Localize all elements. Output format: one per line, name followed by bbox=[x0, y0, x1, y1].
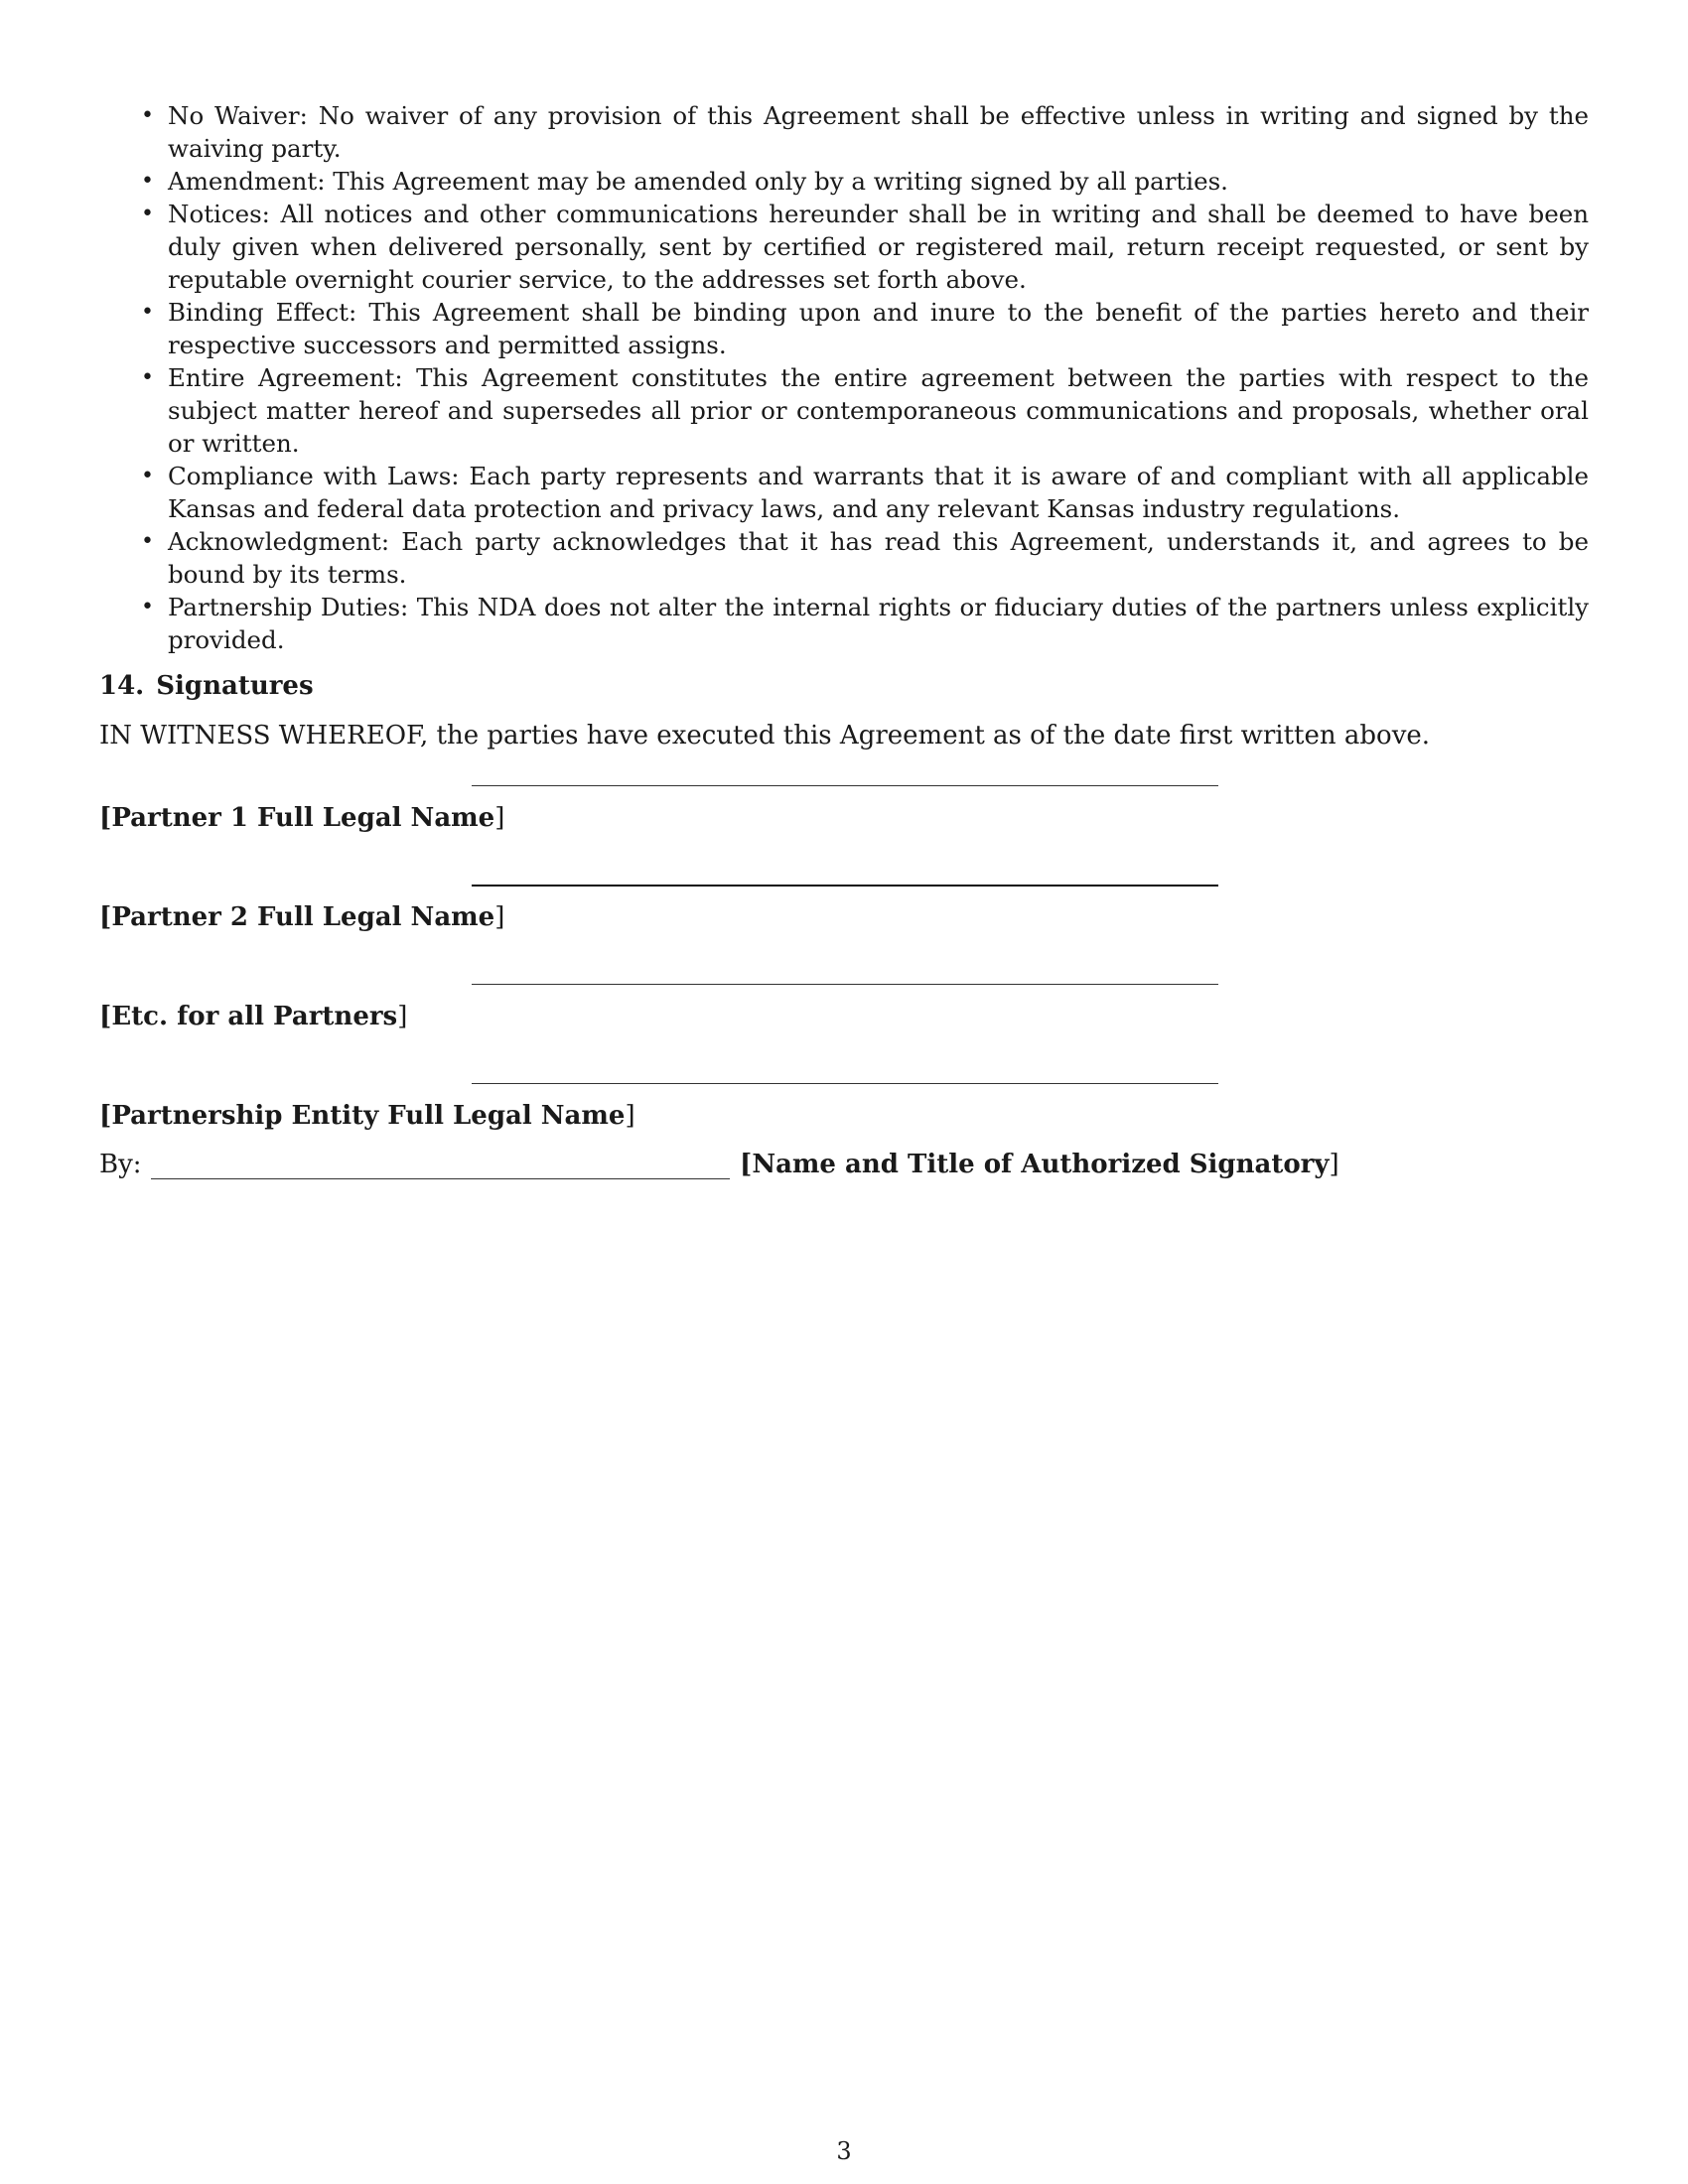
section-heading bbox=[99, 670, 1589, 703]
bullet-icon: • bbox=[141, 464, 154, 488]
by-label: By: bbox=[99, 1150, 142, 1179]
signature-block-partner-2 bbox=[99, 885, 1589, 984]
section-number: 14. bbox=[99, 671, 145, 701]
signatory-name: [Partner 2 Full Legal Name] bbox=[99, 902, 505, 932]
clause-text: Entire Agreement: This Agreement constitutes the entire agreement between the parties with respect to the subject matter hereof and supersedes all prior or contemporaneous communications and proposals, whether oral or written. bbox=[168, 363, 1589, 458]
clause-acknowledgment bbox=[99, 525, 1589, 591]
clause-compliance bbox=[99, 460, 1589, 525]
signature-line bbox=[472, 1083, 1218, 1084]
signature-block-etc-partners bbox=[99, 984, 1589, 1083]
clause-text: Acknowledgment: Each party acknowledges that it has read this Agreement, understands it, and agrees to be bound by its terms. bbox=[168, 527, 1589, 589]
bullet-icon: • bbox=[141, 169, 154, 194]
clause-amendment bbox=[99, 165, 1589, 198]
signatory-name: [Partnership Entity Full Legal Name] bbox=[99, 1101, 635, 1131]
signatory-name: [Partner 1 Full Legal Name] bbox=[99, 803, 505, 833]
signatory-name: [Etc. for all Partners] bbox=[99, 1002, 408, 1031]
signature-block-partner-1 bbox=[99, 785, 1589, 885]
signature-line bbox=[472, 984, 1218, 985]
page-content bbox=[99, 99, 1589, 1188]
clause-text: Compliance with Laws: Each party represents and warrants that it is aware of and compliant with all applicable Kansas and federal data protection and privacy laws, and any relevant Kansas industry regulations. bbox=[168, 462, 1589, 523]
signature-line bbox=[151, 1178, 730, 1179]
clause-text: Amendment: This Agreement may be amended only by a writing signed by all parties. bbox=[168, 167, 1228, 196]
clause-binding-effect bbox=[99, 296, 1589, 361]
bullet-icon: • bbox=[141, 365, 154, 390]
bullet-icon: • bbox=[141, 300, 154, 325]
bullet-icon: • bbox=[141, 529, 154, 554]
bullet-icon: • bbox=[141, 595, 154, 619]
signature-block-entity bbox=[99, 1083, 1589, 1149]
clause-partnership-duties bbox=[99, 591, 1589, 656]
authorized-signatory-row bbox=[99, 1149, 1589, 1188]
clause-entire-agreement bbox=[99, 361, 1589, 460]
bullet-icon: • bbox=[141, 202, 154, 226]
page-number: 3 bbox=[836, 2137, 852, 2165]
witness-statement: IN WITNESS WHEREOF, the parties have executed this Agreement as of the date first written above. bbox=[99, 721, 1431, 751]
clause-text: Partnership Duties: This NDA does not alter the internal rights or fiduciary duties of the partners unless explicitly provided. bbox=[168, 593, 1589, 654]
clause-text: Notices: All notices and other communications hereunder shall be in writing and shall be deemed to have been duly given when delivered personally, sent by certified or registered mail, return receipt requested, or sent by reputable overnight courier service, to the addresses set forth above. bbox=[168, 200, 1589, 294]
clause-no-waiver bbox=[99, 99, 1589, 165]
signature-line bbox=[472, 885, 1218, 887]
clause-text: Binding Effect: This Agreement shall be binding upon and inure to the benefit of the parties hereto and their respective successors and permitted assigns. bbox=[168, 298, 1589, 359]
section-title: Signatures bbox=[156, 671, 314, 701]
signature-line bbox=[472, 785, 1218, 786]
clause-notices bbox=[99, 198, 1589, 296]
authorized-signatory-name: [Name and Title of Authorized Signatory] bbox=[740, 1150, 1339, 1179]
clause-list bbox=[99, 99, 1589, 656]
clause-text: No Waiver: No waiver of any provision of this Agreement shall be effective unless in writing and signed by the waiving party. bbox=[168, 101, 1589, 163]
bullet-icon: • bbox=[141, 103, 154, 128]
